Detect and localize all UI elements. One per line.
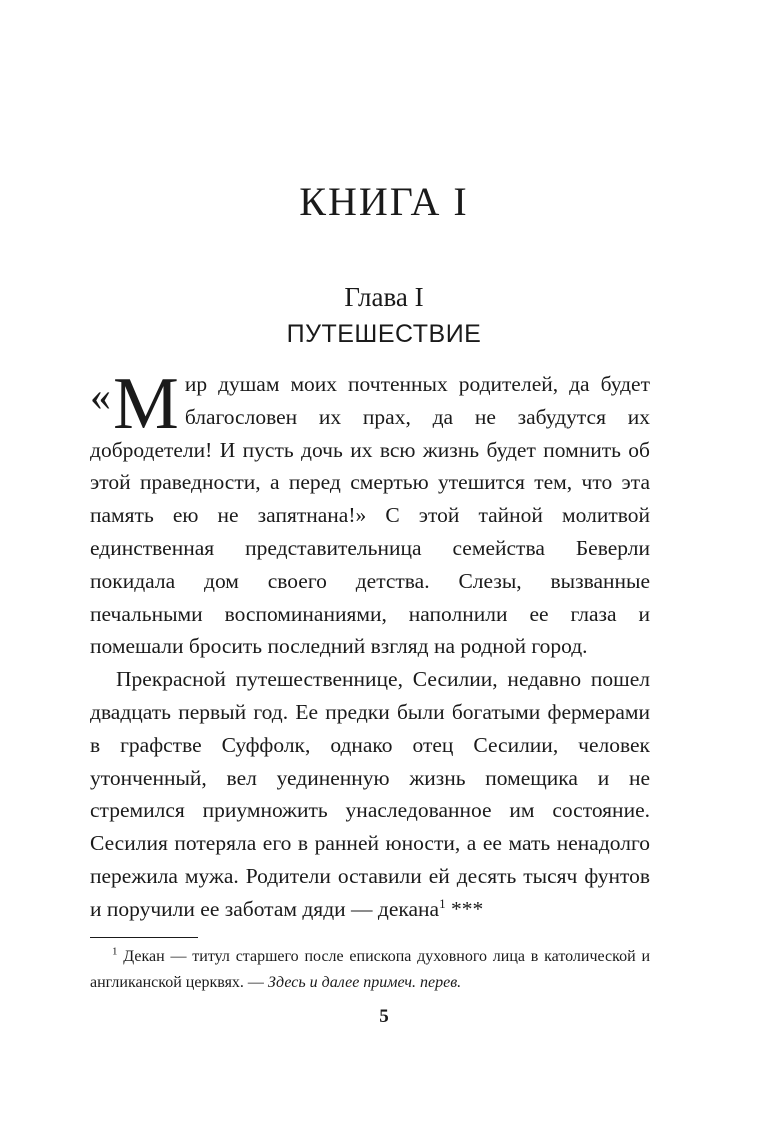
chapter-number: Глава I [344,282,424,312]
chapter-title: ПУТЕШЕСТВИЕ [286,320,482,348]
book-title: КНИГА I [299,179,469,224]
footnote-text: Декан — титул старшего после епископа духовного лица в католической и англиканской церквях. — [90,948,650,991]
drop-cap [90,363,179,445]
body-text [90,363,650,926]
footnote-reference[interactable]: 1 [439,895,446,911]
footnote-separator [90,937,198,938]
footnote [90,944,650,996]
paragraph-1-text: ир душам моих почтенных родителей, да будет благословен их прах, да не забудутся их добродетели! И пусть дочь их всю жизнь будет помнить об этой праведности, а перед смертью утешится тем, что эта память ею не запятнана!» С этой тайной молитвой единственная представительница семейства Беверли покидала дом своего детства. Слезы, вызванные печальными воспоминаниями, наполнили ее глаза и помешали бросить последний взгляд на родной город. [90,372,650,659]
footnote-mark: 1 [112,945,118,958]
paragraph-2 [90,663,650,925]
paragraph-2-end: *** [445,896,484,921]
paragraph-1 [90,363,650,663]
drop-cap-quote: « [90,374,111,420]
paragraph-2-text: Прекрасной путешественнице, Сесилии, недавно пошел двадцать первый год. Ее предки были богатыми фермерами в графстве Суффолк, однако отец Сесилии, человек утонченный, вел уединенную жизнь помещика и не стремился приумножить унаследованное им состояние. Сесилия потеряла его в ранней юности, а ее мать ненадолго пережила мужа. Родители оставили ей десять тысяч фунтов и поручили ее заботам дяди — декана [90,667,650,921]
footnote-italic: Здесь и далее примеч. перев. [267,974,462,991]
page-number: 5 [379,1006,389,1027]
drop-cap-letter: М [113,363,179,445]
